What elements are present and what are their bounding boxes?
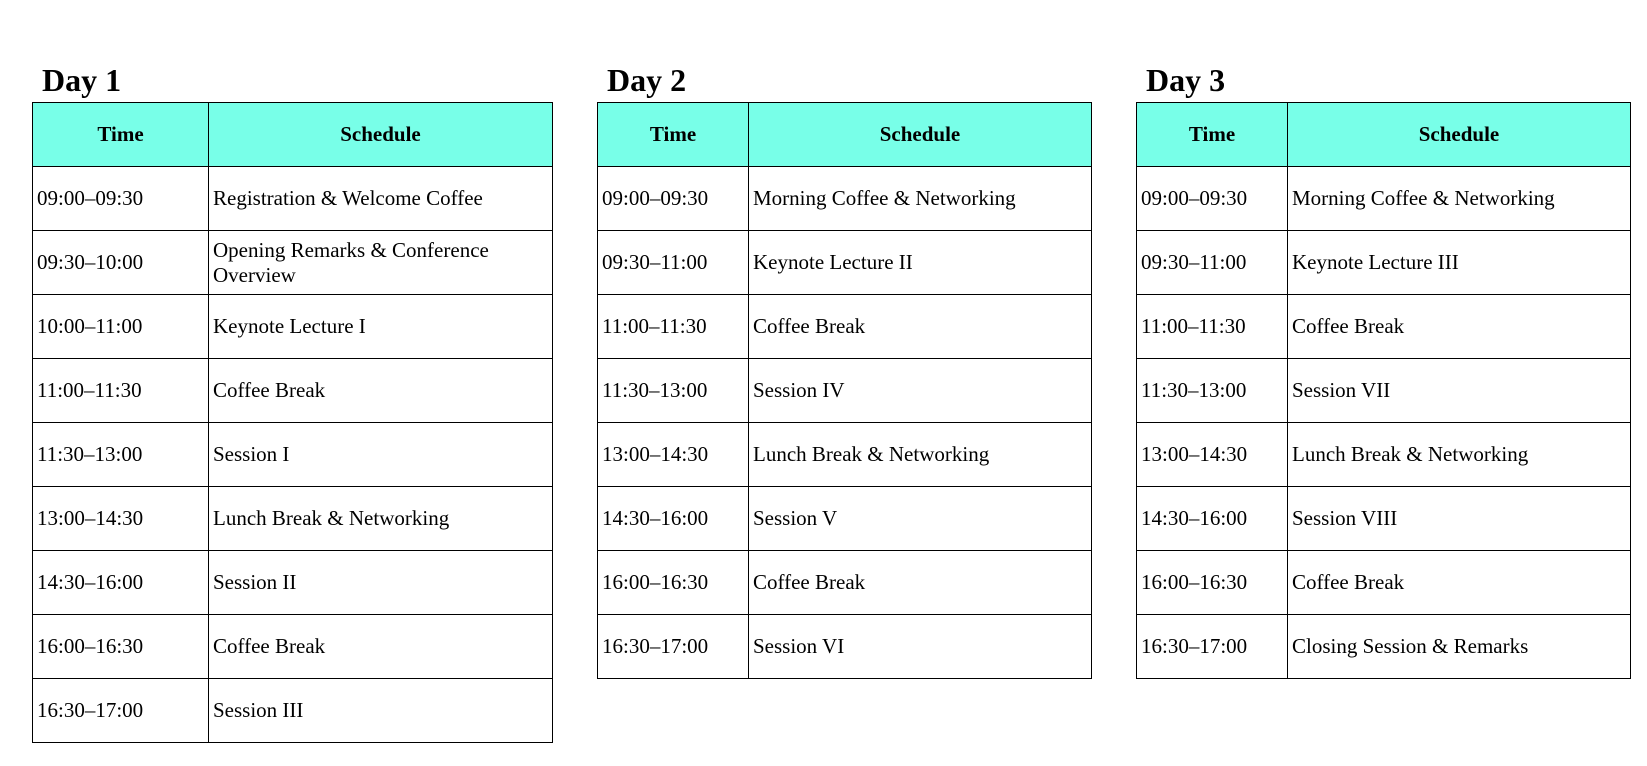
time-cell: 16:30–17:00: [598, 615, 749, 679]
event-cell: Lunch Break & Networking: [749, 423, 1092, 487]
event-cell: Keynote Lecture I: [209, 295, 553, 359]
schedule-table: [597, 102, 1092, 679]
table-row: [598, 423, 1092, 487]
event-cell: Coffee Break: [749, 551, 1092, 615]
time-cell: 14:30–16:00: [33, 551, 209, 615]
table-row: [1137, 615, 1631, 679]
event-cell: Keynote Lecture III: [1288, 231, 1631, 295]
time-cell: 14:30–16:00: [1137, 487, 1288, 551]
table-row: [33, 423, 553, 487]
event-cell: Coffee Break: [209, 359, 553, 423]
table-row: [33, 167, 553, 231]
event-cell: Session III: [209, 679, 553, 743]
event-cell: Registration & Welcome Coffee: [209, 167, 553, 231]
table-row: [1137, 423, 1631, 487]
event-cell: Session V: [749, 487, 1092, 551]
table-header-row: [598, 103, 1092, 167]
event-cell: Session I: [209, 423, 553, 487]
event-cell: Session II: [209, 551, 553, 615]
table-row: [598, 359, 1092, 423]
time-cell: 16:30–17:00: [1137, 615, 1288, 679]
event-cell: Lunch Break & Networking: [209, 487, 553, 551]
time-cell: 11:00–11:30: [1137, 295, 1288, 359]
schedule-table: [32, 102, 553, 743]
schedule-column-header: Schedule: [749, 103, 1092, 167]
time-cell: 11:30–13:00: [598, 359, 749, 423]
time-column-header: Time: [598, 103, 749, 167]
table-header-row: [1137, 103, 1631, 167]
table-row: [33, 295, 553, 359]
time-cell: 11:00–11:30: [33, 359, 209, 423]
table-row: [598, 231, 1092, 295]
table-row: [598, 551, 1092, 615]
table-row: [1137, 359, 1631, 423]
event-cell: Coffee Break: [209, 615, 553, 679]
day-1-section: [32, 58, 553, 743]
time-cell: 16:00–16:30: [1137, 551, 1288, 615]
time-cell: 13:00–14:30: [33, 487, 209, 551]
time-cell: 16:00–16:30: [598, 551, 749, 615]
event-cell: Coffee Break: [1288, 551, 1631, 615]
time-cell: 11:30–13:00: [33, 423, 209, 487]
day-2-section: [597, 58, 1092, 679]
event-cell: Coffee Break: [1288, 295, 1631, 359]
time-cell: 09:00–09:30: [33, 167, 209, 231]
event-cell: Session IV: [749, 359, 1092, 423]
table-row: [1137, 295, 1631, 359]
table-row: [33, 487, 553, 551]
time-cell: 13:00–14:30: [598, 423, 749, 487]
day-title: Day 2: [607, 62, 687, 98]
time-cell: 09:30–11:00: [598, 231, 749, 295]
table-row: [1137, 167, 1631, 231]
table-row: [598, 167, 1092, 231]
event-cell: Lunch Break & Networking: [1288, 423, 1631, 487]
schedule-table: [1136, 102, 1631, 679]
event-cell: Keynote Lecture II: [749, 231, 1092, 295]
table-header-row: [33, 103, 553, 167]
table-row: [1137, 487, 1631, 551]
event-cell: Coffee Break: [749, 295, 1092, 359]
time-cell: 09:00–09:30: [598, 167, 749, 231]
time-cell: 11:00–11:30: [598, 295, 749, 359]
time-column-header: Time: [33, 103, 209, 167]
time-cell: 09:30–11:00: [1137, 231, 1288, 295]
table-row: [33, 231, 553, 295]
time-cell: 14:30–16:00: [598, 487, 749, 551]
event-cell: Morning Coffee & Networking: [749, 167, 1092, 231]
table-row: [33, 551, 553, 615]
time-cell: 13:00–14:30: [1137, 423, 1288, 487]
table-row: [33, 615, 553, 679]
event-cell: Morning Coffee & Networking: [1288, 167, 1631, 231]
event-cell: Session VI: [749, 615, 1092, 679]
time-column-header: Time: [1137, 103, 1288, 167]
time-cell: 11:30–13:00: [1137, 359, 1288, 423]
event-cell: Session VIII: [1288, 487, 1631, 551]
table-row: [1137, 231, 1631, 295]
day-3-section: [1136, 58, 1631, 679]
table-row: [33, 679, 553, 743]
table-row: [598, 615, 1092, 679]
time-cell: 09:00–09:30: [1137, 167, 1288, 231]
time-cell: 09:30–10:00: [33, 231, 209, 295]
time-cell: 16:30–17:00: [33, 679, 209, 743]
event-cell: Session VII: [1288, 359, 1631, 423]
table-row: [33, 359, 553, 423]
time-cell: 16:00–16:30: [33, 615, 209, 679]
event-cell: Closing Session & Remarks: [1288, 615, 1631, 679]
table-row: [598, 487, 1092, 551]
event-cell: Opening Remarks & Conference Overview: [209, 231, 553, 295]
table-row: [1137, 551, 1631, 615]
time-cell: 10:00–11:00: [33, 295, 209, 359]
schedule-column-header: Schedule: [1288, 103, 1631, 167]
day-title: Day 3: [1146, 62, 1226, 98]
day-title: Day 1: [42, 62, 122, 98]
table-row: [598, 295, 1092, 359]
schedule-column-header: Schedule: [209, 103, 553, 167]
